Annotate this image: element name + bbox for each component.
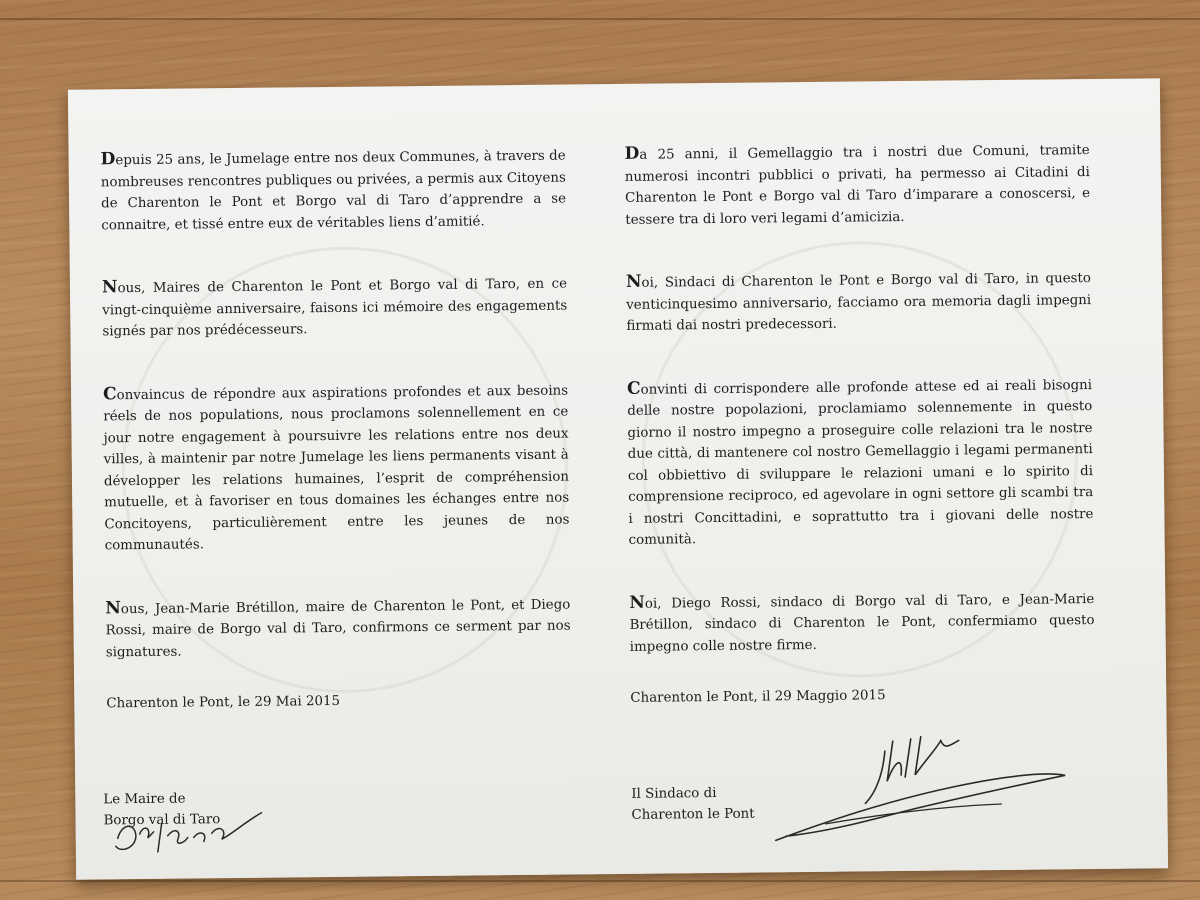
french-paragraph-1: Depuis 25 ans, le Jumelage entre nos deux Communes, à travers de nombreuses rencontres publiques ou privées, a permis aux Citoyens de Charenton le Pont et Borgo val di Taro d’apprendre a se connaitre, et tissé entre eux de véritables liens d’amitié. xyxy=(100,148,567,233)
french-title-line-2: Borgo val di Taro xyxy=(103,812,221,829)
twinning-certificate xyxy=(68,78,1168,879)
handwritten-signature-left xyxy=(103,793,274,865)
french-place-date: Charenton le Pont, le 29 Mai 2015 xyxy=(106,693,341,712)
italian-paragraph-2: Noi, Sindaci di Charenton le Pont e Borgo val di Taro, in questo venticinquesimo anniversario, facciamo ora memoria dagli impegni firmati dai nostri predecessori. xyxy=(625,271,1092,334)
table-plank-seam xyxy=(0,880,1200,882)
french-paragraph-2: Nous, Maires de Charenton le Pont et Borgo val di Taro, en ce vingt-cinquième anniversaire, faisons ici mémoire des engagements signés par nos prédécesseurs. xyxy=(101,276,568,340)
italian-paragraph-1: Da 25 anni, il Gemellaggio tra i nostri due Comuni, tramite numerosi incontri pubblici o privati, ha permesso ai Citadini di Charenton le Pont e Borgo val di Taro d’imparare a conoscersi, e tessere tra di loro veri legami d’amicizia. xyxy=(624,143,1091,228)
french-paragraph-4: Nous, Jean-Marie Brétillon, maire de Charenton le Pont, et Diego Rossi, maire de Borgo val di Taro, confirmons ce serment par nos signatures. xyxy=(105,597,571,660)
handwritten-signature-right xyxy=(764,709,1105,843)
italian-signatory-title xyxy=(631,783,755,826)
italian-paragraph-4: Noi, Diego Rossi, sindaco di Borgo val di Taro, e Jean-Marie Brétillon, sindaco di Charenton le Pont, confermiamo questo impegno colle nostre firme. xyxy=(629,591,1095,655)
italian-title-line-1: Il Sindaco di xyxy=(631,785,717,802)
table-plank-seam xyxy=(0,18,1200,20)
italian-place-date: Charenton le Pont, il 29 Maggio 2015 xyxy=(630,688,886,706)
french-title-line-1: Le Maire de xyxy=(103,791,186,808)
french-paragraph-3: Convaincus de répondre aux aspirations profondes et aux besoins réels de nos populations, nous proclamons solennellement en ce jour notre engagement à poursuivre les relations entre nos deux villes, à maintenir par notre Jumelage les liens permanents visant à développer les relations humaines, l’esprit de compréhension mutuelle, et à favoriser en tous domaines les échanges entre nos Concitoyens, particulièrement entre les jeunes de nos communautés. xyxy=(102,383,570,554)
italian-text-column xyxy=(624,139,1095,699)
french-text-column xyxy=(101,145,572,705)
italian-title-line-2: Charenton le Pont xyxy=(631,806,755,823)
italian-paragraph-3: Convinti di corrispondere alle profonde attese ed ai reali bisogni delle nostre popolazioni, proclamiamo solennemente in questo giorno il nostro impegno a proseguire colle relazioni tra le nostre due città, di mantenere col nostro Gemellaggio i legami permanenti col obbiettivo di sviluppare le relazioni umani e lo spirito di comprensione reciproco, ed agevolare in ogni settore gli scambi tra i nostri Concittadini, e soprattutto tra i giovani delle nostre comunità. xyxy=(626,377,1094,548)
